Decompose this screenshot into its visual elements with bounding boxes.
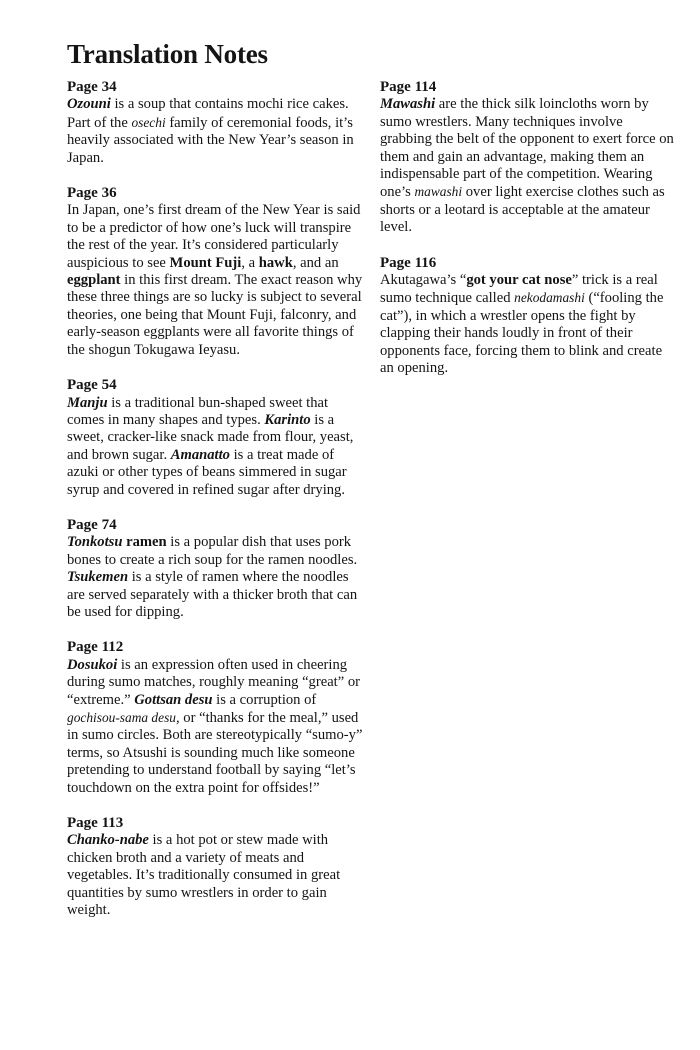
left-column <box>67 79 367 919</box>
text-run: In Japan, one’s first dream of the New Year is said to be a predictor of how one’s luck will transpire the rest of the year. It’s considered particularly auspicious to see <box>67 202 361 271</box>
bold-term: ramen <box>122 534 167 551</box>
bold-term: got your cat nose <box>466 272 572 289</box>
text-run: , and an <box>292 254 339 271</box>
text-run: family of ceremonial foods, it’s heavily associated with the New Year’s season in Japan. <box>67 114 354 166</box>
bold-italic-term: Dosukoi <box>67 656 118 673</box>
bold-italic-term: Gottsan desu <box>134 691 213 708</box>
note-page-label: Page 116 <box>380 254 437 271</box>
text-run: Akutagawa’s “ <box>380 272 467 289</box>
note-page-label: Page 54 <box>67 377 117 394</box>
note-text <box>380 96 676 236</box>
note-text <box>67 395 367 499</box>
note-page-34 <box>67 79 367 167</box>
italic-term: osechi <box>131 114 166 130</box>
italic-term: gochisou-sama desu <box>67 710 176 725</box>
note-page-label: Page 113 <box>67 815 124 832</box>
note-text <box>67 657 367 797</box>
note-text <box>67 96 367 167</box>
text-run: (“fooling the cat”), in which a wrestler opens the fight by clapping their hands loudly in front of their opponents face, forcing them to blink and create an opening. <box>380 290 664 377</box>
note-page-74 <box>67 517 367 621</box>
text-run: is a style of ramen where the noodles are served separately with a thicker broth that can be used for dipping. <box>67 569 358 620</box>
note-page-36 <box>67 185 367 359</box>
text-run: , or “thanks for the meal,” used in sumo circles. Both are stereotypically “sumo-y” terms, so Atsushi is sounding much like someone pretending to understand football by saying “let’s touchdown on the extra point for offsides!” <box>67 710 363 796</box>
italic-term: mawashi <box>414 184 463 200</box>
note-page-116 <box>380 255 676 378</box>
bold-italic-term: Amanatto <box>170 446 230 463</box>
bold-italic-term: Manju <box>67 394 108 411</box>
note-page-label: Page 74 <box>67 516 117 533</box>
note-page-label: Page 114 <box>380 79 437 95</box>
page-title: Translation Notes <box>67 39 268 69</box>
note-text <box>67 832 367 919</box>
note-page-label: Page 36 <box>67 185 117 202</box>
bold-italic-term: Tonkotsu <box>67 534 123 551</box>
bold-italic-term: Tsukemen <box>67 569 129 586</box>
text-run: is a soup that contains mochi rice cakes. Part of the <box>67 96 349 131</box>
bold-term: hawk <box>258 254 293 271</box>
text-run: is a treat made of azuki or other types of beans simmered in sugar syrup and covered in refined sugar after drying. <box>67 446 347 498</box>
bold-italic-term: Chanko-nabe <box>67 832 149 849</box>
text-run: ” trick is a real sumo technique called <box>380 272 658 307</box>
note-page-113 <box>67 815 367 919</box>
text-run: are the thick silk loincloths worn by sumo wrestlers. Many techniques involve grabbing the belt of the opponent to exert force on them and gain an advantage, making them an indispensable part of the competition. Wearing one’s <box>380 96 674 201</box>
bold-term: Mount Fuji <box>169 254 242 271</box>
bold-italic-term: Ozouni <box>67 96 111 113</box>
text-run: in this first dream. The exact reason why these three things are so lucky is subject to several theories, one being that Mount Fuji, falconry, and early-season eggplants were all favorite things of the shogun Tokugawa Ieyasu. <box>67 272 363 358</box>
text-run: is a hot pot or stew made with chicken broth and a variety of meats and vegetables. It’s traditionally consumed in great quantities by sumo wrestlers in order to gain weight. <box>67 832 341 919</box>
text-run: is a popular dish that uses pork bones to create a rich soup for the ramen noodles. <box>67 534 358 568</box>
bold-term: eggplant <box>67 272 121 289</box>
note-page-112 <box>67 639 367 797</box>
note-text <box>67 202 367 359</box>
text-run: , a <box>241 254 259 271</box>
note-text <box>380 272 676 377</box>
text-run: is a traditional bun-shaped sweet that comes in many shapes and types. <box>67 394 329 428</box>
note-page-label: Page 112 <box>67 639 124 656</box>
right-column <box>380 79 676 378</box>
note-text <box>67 534 367 621</box>
note-page-54 <box>67 377 367 499</box>
text-run: is a sweet, cracker-like snack made from flour, yeast, and brown sugar. <box>67 411 354 463</box>
text-run: is a corruption of <box>212 691 317 708</box>
note-page-114 <box>380 79 676 237</box>
bold-italic-term: Karinto <box>264 411 311 428</box>
italic-term: nekodamashi <box>514 290 585 306</box>
text-run: over light exercise clothes such as shorts or a leotard is acceptable at the amateur level. <box>380 184 665 236</box>
bold-italic-term: Mawashi <box>380 96 436 113</box>
text-run: is an expression often used in cheering during sumo matches, roughly meaning “great” or “extreme.” <box>67 656 361 708</box>
note-page-label: Page 34 <box>67 79 117 95</box>
